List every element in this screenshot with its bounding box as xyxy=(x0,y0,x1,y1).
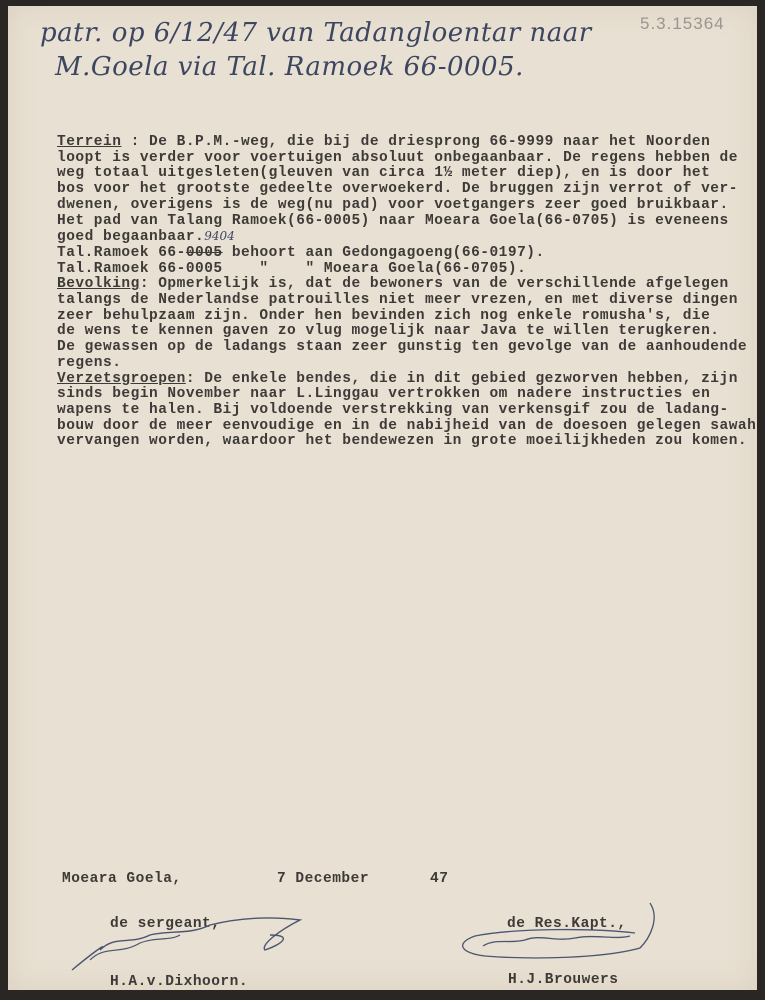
terrein-line: Het pad van Talang Ramoek(66-0005) naar Moeara Goela(66-0705) is eveneens xyxy=(57,212,729,229)
archive-reference-number: 5.3.15364 xyxy=(640,14,725,33)
terrein-line: dwenen, overigens is de weg(nu pad) voor voetgangers zeer goed bruikbaar. xyxy=(57,196,729,213)
left-signatory-name: H.A.v.Dixhoorn. xyxy=(110,974,249,990)
signature-brouwers xyxy=(455,898,665,968)
document-body xyxy=(57,135,756,450)
verzet-line: sinds begin November naar L.Linggau vertrokken om nadere instructies en xyxy=(57,386,711,403)
bevolking-line: : Opmerkelijk is, dat de bewoners van de verschillende afgelegen xyxy=(139,276,729,293)
verzet-line: bouw door de meer eenvoudige en in de nabijheid van de doesoen gelegen sawah xyxy=(57,417,757,434)
terrein-line: bos voor het grootste gedeelte overwoekerd. De bruggen zijn verrot of ver- xyxy=(57,181,738,198)
bevolking-line: de wens te kennen gaven zo vlug mogelijk naar Java te willen terugkeren. xyxy=(57,323,720,340)
section-label-terrein: Terrein xyxy=(57,134,122,150)
handwritten-annotation-line1: patr. op 6/12/47 van Tadangloentar naar xyxy=(40,18,592,48)
date: 7 December xyxy=(277,871,370,887)
terrein-line: goed begaanbaar. xyxy=(57,229,205,246)
right-signatory-name: H.J.Brouwers xyxy=(508,972,619,988)
bevolking-line: talangs de Nederlandse patrouilles niet meer vrezen, en met diverse dingen xyxy=(57,292,738,309)
year: 47 xyxy=(430,871,449,887)
tal-line-1: Tal.Ramoek 66- xyxy=(57,244,186,261)
bevolking-line: De gewassen op de ladangs staan zeer gunstig ten gevolge van de aanhoudende xyxy=(57,339,748,356)
handwritten-correction: 9404 xyxy=(204,229,235,244)
verzet-line: wapens te halen. Bij voldoende verstrekking van verkensgif zou de ladang- xyxy=(57,401,729,418)
tal-line-1-rest: behoort aan Gedongagoeng(66-0197). xyxy=(222,244,545,261)
left-signatory-title: de sergeant, xyxy=(110,916,221,932)
right-signatory-title: de Res.Kapt., xyxy=(507,916,627,932)
handwritten-annotation-line2: M.Goela via Tal. Ramoek 66-0005. xyxy=(55,52,524,82)
terrein-line: : De B.P.M.-weg, die bij de driesprong 66-9999 naar het Noorden xyxy=(121,134,711,150)
place: Moeara Goela, xyxy=(62,871,182,887)
section-label-bevolking: Bevolking xyxy=(57,276,140,293)
tal-line-2: Tal.Ramoek 66-0005 " " Moeara Goela(66-0705). xyxy=(57,260,527,277)
section-label-verzetsgroepen: Verzetsgroepen xyxy=(57,370,186,387)
verzet-line: : De enkele bendes, die in dit gebied gezworven hebben, zijn xyxy=(185,370,738,387)
struck-number: 0005 xyxy=(185,244,223,261)
terrein-line: weg totaal uitgesleten(gleuven van circa 1½ meter diep), en is door het xyxy=(57,165,711,182)
signature-dixhoorn xyxy=(60,905,320,977)
verzet-line: vervangen worden, waardoor het bendewezen in grote moeilijkheden zou komen. xyxy=(57,433,748,450)
bevolking-line: zeer behulpzaam zijn. Onder hen bevinden zich nog enkele romusha's, die xyxy=(57,307,711,324)
terrein-line: loopt is verder voor voertuigen absoluut onbegaanbaar. De regens hebben de xyxy=(57,149,738,166)
bevolking-line: regens. xyxy=(57,354,122,371)
